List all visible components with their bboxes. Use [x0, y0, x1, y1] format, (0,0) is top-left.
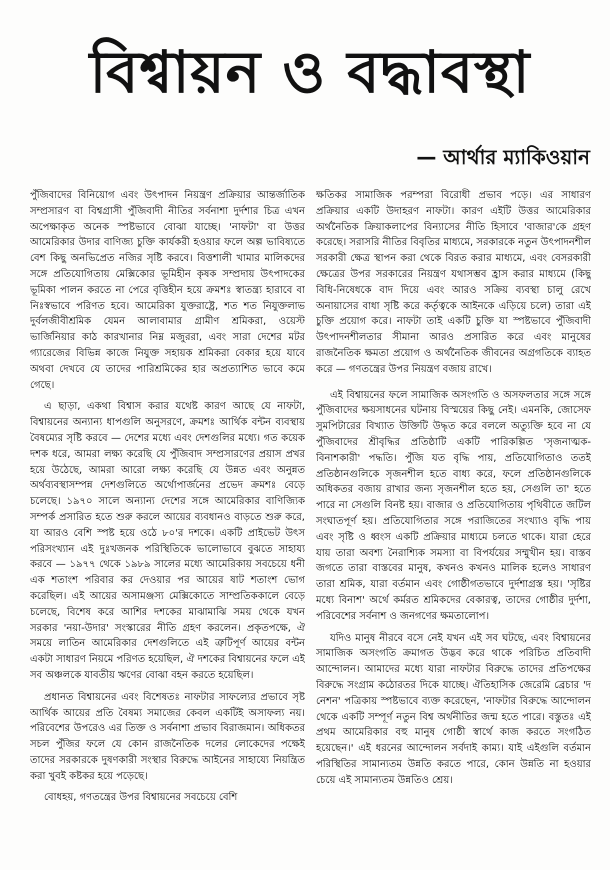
body-paragraph: প্রধানত বিশ্বায়নের এবং বিশেষতঃ নাফটার সাফল্যের প্রভাবে সৃষ্ট আর্থিক আয়ের প্রতি বৈষম্য সমাজের কেবল একটিই অসাফল্য নয়। পরিবেশের উপরেও এর তিক্ত ও সর্বনাশা প্রভাব বিরাজমান। অধিকতর সচল পুঁজির ফলে যে কোন রাজনৈতিক দলের লোকেদের পক্ষেই তাদের সরকারকে দুষণকারী সংস্থার বিরুদ্ধে আইনের সাহায্যে নিয়ন্ত্রিত করা খুবই কষ্টকর হয়ে পড়েছে।: [30, 691, 305, 782]
article-title: বিশ্বায়ন ও বদ্ধাবস্থা: [89, 38, 531, 106]
article-byline: — আর্থার ম্যাকিওয়ান: [416, 145, 590, 169]
body-paragraph: এই বিশ্বায়নের ফলে সামাজিক অসংগতি ও অসফলতার সঙ্গে সঙ্গে পুঁজিবাদের ক্ষয়সাধনের ঘটনায় বিস্ময়ের কিছু নেই। এমনকি, জোসেফ সুমপিটারের বিখ্যাত উক্তিটি উদ্ধৃত করে বললে অত্যুক্তি হবে না যে পুঁজিবাদের শ্রীবৃদ্ধির প্রতিষ্ঠাটি একটি পারিকল্পিত 'সৃজনাত্মক-বিনাশকারী' পদ্ধতি। পুঁজি যত বৃদ্ধি পায়, প্রতিযোগিতাও ততই প্রতিষ্ঠানগুলিকে সৃজনশীল হতে বাধ্য করে, ফলে প্রতিষ্ঠানগুলিকে অধিকতর বজায় রাখার জন্য সৃজনশীল হতে হয়, সেগুলি তা' হতে পারে না সেগুলি বিনষ্ট হয়। বাজার ও প্রতিযোগিতায় পৃথিবীতে জটিল সংঘাতপূর্ণ হয়। প্রতিযোগিতার সঙ্গে পরাজিতের সংখ্যাও বৃদ্ধি পায় এবং সৃষ্টি ও ধ্বংস একটি প্রক্রিয়ার মাধ্যমে চলতে থাকে। যারা হেরে যায় তারা অবশ্য নৈরাশ্যিক সমস্যা বা বিপর্যয়ের সম্মুখীন হয়। বাস্তব জগতে তারা বাস্তবের মানুষ, কখনও কখনও মালিক হলেও সাধারণ তারা শ্রমিক, যারা বর্তমান এবং গোষ্ঠীগতভাবে দুর্দশাগ্রস্ত হয়। 'সৃষ্টির মধ্যে বিনাশ' অর্থে কর্মরত শ্রমিকদের বেকারত্ব, তাদের গোষ্ঠীর দুর্দশা, পরিবেশের সর্বনাশ ও জনগণের ক্ষমতালোপ।: [316, 389, 591, 622]
body-paragraph: বোধহয়, গণতন্ত্রের উপর বিশ্বায়নের সবচেয়ে বেশি: [44, 792, 238, 804]
body-paragraph: যদিও মানুষ নীরবে বসে নেই যখন এই সব ঘটছে, এবং বিশ্বায়নের সামাজিক অসংগতি ক্রমাগত উদ্ভব করে থাকে পরিচিত প্রতিবাদী আন্দোলন। আমাদের মধ্যে যারা নাফটার বিরুদ্ধে তাদের প্রতিপক্ষের বিরুদ্ধে সংগ্রাম কঠোরতর দিকে যাচ্ছে। ঐতিহাসিক জেরেমি ব্রেচার 'দ নেশন' পত্রিকায় স্পষ্টভাবে ব্যক্ত করেছেন, 'নাফটার বিরুদ্ধে আন্দোলন থেকে একটি সম্পূর্ণ নতুন বিশ্ব অর্থনীতির জন্ম হতে পারে। বস্তুতঃ এই প্রথম আমেরিকার বহু মানুষ গোষ্ঠী স্বার্থে কাজ করতে সংগঠিত হয়েছেন।' এই ধরনের আন্দোলন সর্বদাই কাম্য। যাই এইগুলি বর্তমান পরিস্থিতির সামান্যতম উন্নতি করতে পারে, কোন উন্নতি না হওয়ার চেয়ে এই সামান্যতম উন্নতিও শ্রেয়।: [316, 632, 591, 786]
right-text-column: [316, 188, 591, 858]
left-text-column: [30, 188, 305, 858]
body-paragraph: ক্ষতিকর সামাজিক পরম্পরা বিরোধী প্রভাব পড়ে। এর সাধারণ প্রক্রিয়ার একটি উদাহরণ নাফটা। কারণ এইটি উত্তর আমেরিকার অর্থনৈতিক ক্রিয়াকলাপের বিন্যাসের নীতি হিসাবে 'বাজার'কে গ্রহণ করেছে। সরাসরি নীতির বিবৃতির মাধ্যমে, সরকারকে নতুন উৎপাদনশীল সরকারী ক্ষেত্র স্থাপন করা থেকে বিরত করার মাধ্যমে, এবং বেসরকারী ক্ষেত্রের উপর সরকারের নিয়ন্ত্রণ যথাসম্ভব হ্রাস করার মাধ্যমে (কিছু বিধি-নিষেধকে বাদ দিয়ে এবং আরও সক্রিয় ব্যবস্থা চালু রেখে অনায়াসের বাধা সৃষ্টি করে কর্তৃত্বকে আইনকে এড়িয়ে চলে) তারা এই চুক্তি প্রয়োগ করে। নাফটা তাই একটি চুক্তি যা স্পষ্টভাবে পুঁজিবাদী উৎপাদনশীলতার সীমানা আরও প্রসারিত করে এবং মানুষের রাজনৈতিক ক্ষমতা প্রয়োগ ও অর্থনৈতিক জীবনের অগ্রগতিকে ব্যাহত করে — গণতন্ত্রের উপর নিয়ন্ত্রণ বজায় রাখে।: [316, 190, 591, 375]
body-paragraph: পুঁজিবাদের বিনিয়োগ এবং উৎপাদন নিয়ন্ত্রণ প্রক্রিয়ার আন্তর্জাতিক সম্প্রসারণ বা বিশ্বগ্রাসী পুঁজিবাদী নীতির সর্বনাশা দুর্দশার চিত্র এখন অপেক্ষাকৃত অনেক স্পষ্টভাবে বোঝা যাচ্ছে। 'নাফটা' বা উত্তর আমেরিকার উদার বাণিজ্য চুক্তি কার্যকরী হওয়ার ফলে অল্প ভাবিষ্যতে বেশ কিছু অনভিপ্রেত নজির সৃষ্টি করবে। বিত্তশালী খামার মালিকদের সঙ্গে প্রতিযোগিতায় মেক্সিকোর ভূমিহীন কৃষক সম্প্রদায় উৎপাদকের ভূমিকা পালন করতে না পেরে বৃত্তিহীন হয়ে ক্রমশঃ স্বাতন্ত্র্য হারাবে বা নিঃস্বভাবে পরিণত হবে। আমেরিকা যুক্তরাষ্ট্রে, শত শত নিযুক্তলাভ দুর্বলজীবীশ্রমিক যেমন আলাবামার গ্রামীণ শ্রমিকরা, ওয়েস্ট ভার্জিনিয়ার কাঠ কারখানার নিম্ন মজুররা, এবং সারা দেশের মটর গ্যারেজের বিভিন্ন কাজে নিযুক্ত সহায়ক শ্রমিকরা বেকার হয়ে যাবে অথবা দেখবে যে তাদের পারিশ্রমিকের হার অপ্রত্যাশিত ভাবে কমে গেছে।: [30, 190, 305, 391]
body-paragraph: এ ছাড়া, একথা বিশ্বাস করার যথেষ্ট কারণ আছে যে নাফটা, বিশ্বায়নের অন্যান্য ধাপগুলি অনুসরণে, ক্রমশঃ আর্থিক বন্টন ব্যবস্থায় বৈষম্যের সৃষ্টি করবে — দেশের মধ্যে এবং দেশগুলির মধ্যে। গত কয়েক দশক ধরে, আমরা লক্ষ্য করেছি যে পুঁজিবাদ সম্প্রসারণের প্রয়াস প্রখর হয়ে উঠেছে, আমরা আরো লক্ষ্য করেছি যে উন্নত এবং অনুন্নত অর্থব্যবস্থাসম্পন্ন দেশগুলিতে অর্থোপার্জনের প্রভেদ ক্রমশঃ বেড়ে চলেছে। ১৯৭০ সালে অন্যান্য দেশের সঙ্গে আমেরিকার বাণিজ্যিক সম্পর্ক প্রসারিত হতে শুরু করলে আয়ের ব্যবধানও বাড়তে শুরু করে, যা আরও বেশি স্পষ্ট হয়ে ওঠে ৮০'র দশকে। একটি প্রাইভেট উৎস পরিসংখ্যান এই দুঃখজনক পরিস্থিতিকে ভালোভাবে বুঝতে সাহায্য করবে — ১৯৭৭ থেকে ১৯৮৯ সালের মধ্যে আমেরিকায় সবচেয়ে ধনী এক শতাংশ পরিবার কর দেওয়ার পর আয়ের ষাট শতাংশ ভোগ করেছিল। এই আয়ের অসামঞ্জস্য মেক্সিকোতে সাম্প্রতিককালে বেড়ে চলেছে, বিশেষ করে আশির দশকের মাঝামাঝি সময় থেকে যখন সরকার 'নয়া-উদার' সংস্কারের নীতি গ্রহণ করলেন। প্রকৃতপক্ষে, ঐ সময়ে লাতিন আমেরিকার দেশগুলিতে এই ত্রুটিপূর্ণ আয়ের বন্টন একটা সাধারণ নিয়মে পরিণত হয়েছিল, ঐ দশকের বিশ্বায়নের ফলে এই সব অঞ্চলকে যাবতীয় ঋণের বোঝা বহন করতে হয়েছিল।: [30, 401, 305, 681]
